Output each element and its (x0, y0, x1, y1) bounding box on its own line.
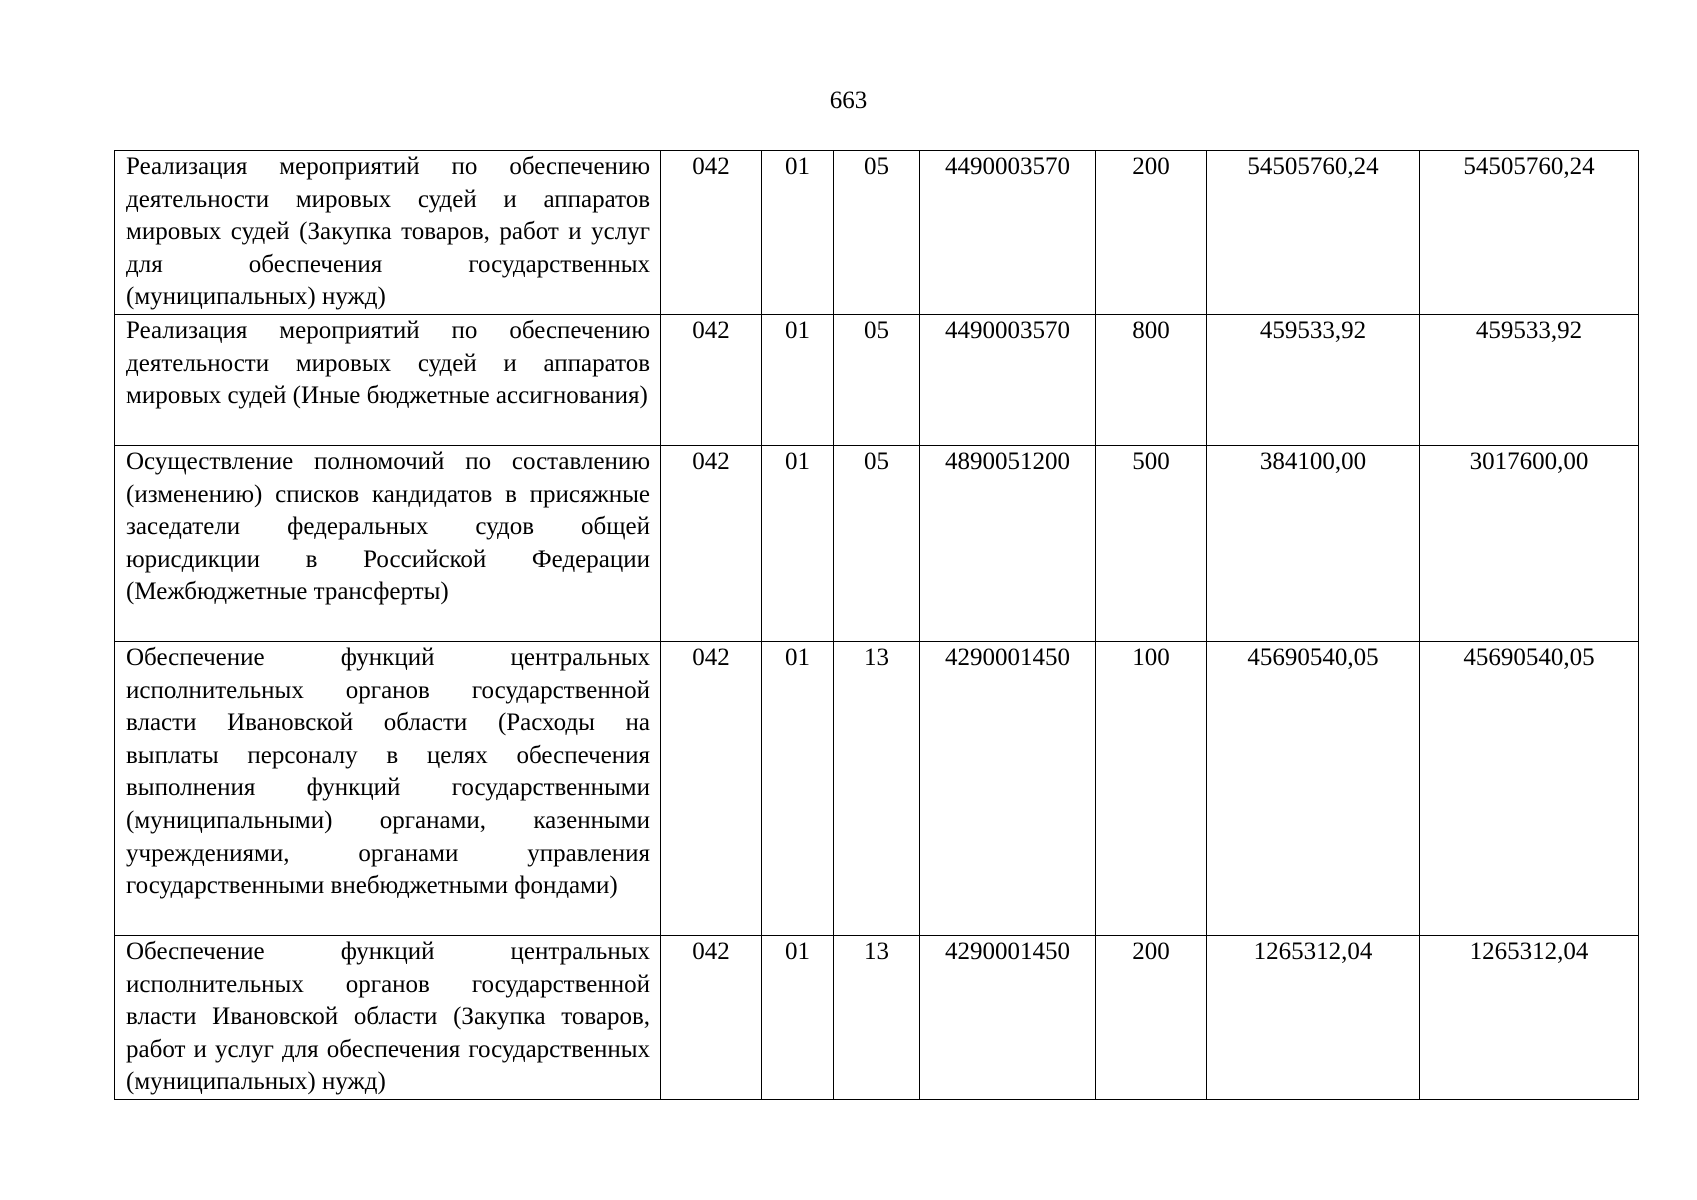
row-description: Осуществление полномочий по составлению (изменению) списков кандидатов в присяжные заседатели федеральных судов общей юрисдикции в Российской Федерации (Межбюджетные трансферты) (115, 445, 661, 641)
ministry-code: 042 (661, 151, 762, 315)
expense-type-code: 200 (1096, 151, 1207, 315)
subsection-code: 13 (834, 935, 920, 1099)
row-description: Реализация мероприятий по обеспечению деятельности мировых судей и аппаратов мировых судей (Иные бюджетные ассигнования) (115, 314, 661, 445)
row-description: Обеспечение функций центральных исполнительных органов государственной власти Ивановской области (Закупка товаров, работ и услуг для обеспечения государственных (муниципальных) нужд) (115, 935, 661, 1099)
amount-first-year: 1265312,04 (1207, 935, 1420, 1099)
expense-type-code: 200 (1096, 935, 1207, 1099)
expense-type-code: 500 (1096, 445, 1207, 641)
amount-second-year: 45690540,05 (1420, 641, 1639, 935)
amount-second-year: 1265312,04 (1420, 935, 1639, 1099)
subsection-code: 05 (834, 151, 920, 315)
subsection-code: 05 (834, 314, 920, 445)
section-code: 01 (762, 445, 834, 641)
amount-first-year: 384100,00 (1207, 445, 1420, 641)
section-code: 01 (762, 641, 834, 935)
ministry-code: 042 (661, 445, 762, 641)
section-code: 01 (762, 935, 834, 1099)
subsection-code: 05 (834, 445, 920, 641)
target-article-code: 4890051200 (920, 445, 1096, 641)
table-row (115, 445, 1639, 641)
target-article-code: 4290001450 (920, 935, 1096, 1099)
amount-first-year: 54505760,24 (1207, 151, 1420, 315)
table-row (115, 641, 1639, 935)
table-row (115, 314, 1639, 445)
row-description: Реализация мероприятий по обеспечению деятельности мировых судей и аппаратов мировых судей (Закупка товаров, работ и услуг для обеспечения государственных (муниципальных) нужд) (115, 151, 661, 315)
ministry-code: 042 (661, 641, 762, 935)
ministry-code: 042 (661, 314, 762, 445)
amount-second-year: 54505760,24 (1420, 151, 1639, 315)
section-code: 01 (762, 151, 834, 315)
page-number: 663 (829, 87, 868, 114)
amount-first-year: 459533,92 (1207, 314, 1420, 445)
expense-type-code: 800 (1096, 314, 1207, 445)
expense-type-code: 100 (1096, 641, 1207, 935)
ministry-code: 042 (661, 935, 762, 1099)
subsection-code: 13 (834, 641, 920, 935)
target-article-code: 4490003570 (920, 151, 1096, 315)
amount-second-year: 3017600,00 (1420, 445, 1639, 641)
amount-second-year: 459533,92 (1420, 314, 1639, 445)
amount-first-year: 45690540,05 (1207, 641, 1420, 935)
table-row (115, 151, 1639, 315)
row-description: Обеспечение функций центральных исполнительных органов государственной власти Ивановской области (Расходы на выплаты персоналу в целях обеспечения выполнения функций государственными (муниципальными) органами, казенными учреждениями, органами управления государственными внебюджетными фондами) (115, 641, 661, 935)
table-row (115, 935, 1639, 1099)
section-code: 01 (762, 314, 834, 445)
target-article-code: 4490003570 (920, 314, 1096, 445)
target-article-code: 4290001450 (920, 641, 1096, 935)
budget-table (114, 150, 1639, 1100)
